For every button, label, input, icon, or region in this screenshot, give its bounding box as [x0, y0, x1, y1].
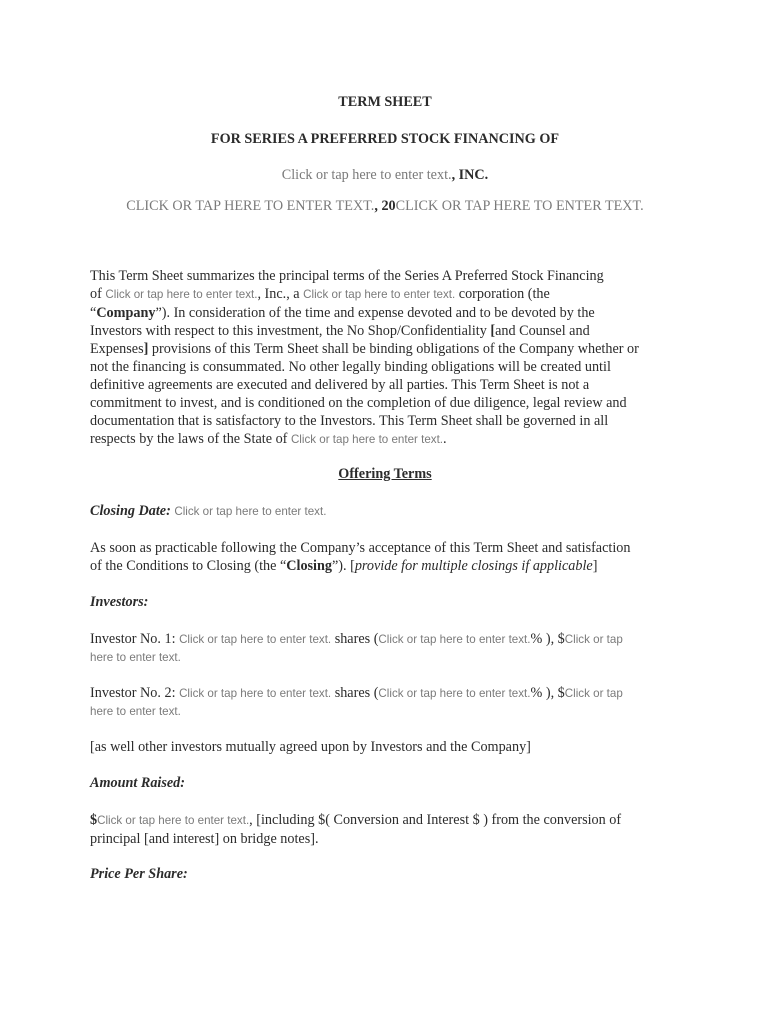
intro-line: commitment to invest, and is conditioned on the completion of due diligence, legal review and	[90, 395, 627, 411]
date-line	[0, 198, 770, 215]
company-name-field[interactable]: Click or tap here to enter text.	[281, 167, 452, 183]
intro-line: documentation that is satisfactory to the Investors. This Term Sheet shall be governed in all	[90, 413, 609, 429]
doc-title: TERM SHEET	[338, 94, 432, 110]
company-term: Company	[96, 305, 156, 321]
amount-raised-field[interactable]: Click or tap here to enter text.	[97, 814, 250, 827]
investor-1-amount-field-cont[interactable]: here to enter text.	[90, 651, 181, 664]
investor-2-amount-field[interactable]: Click or tap	[564, 687, 623, 700]
investor-1-percent-field[interactable]: Click or tap here to enter text.	[378, 633, 531, 646]
investor-2-amount-field-cont[interactable]: here to enter text.	[90, 705, 181, 718]
intro-line: definitive agreements are executed and delivered by all parties. This Term Sheet is not a	[90, 377, 590, 393]
intro-line: respects by the laws of the State of Click or tap here to enter text..	[90, 431, 447, 447]
date-separator: , 20	[374, 198, 396, 214]
intro-paragraph	[90, 267, 700, 449]
price-per-share-label: Price Per Share:	[90, 866, 188, 882]
amount-raised-paragraph: $Click or tap here to enter text., [including $( Conversion and Interest $ ) from the conversion of principal [and interest] on bridge notes].	[90, 812, 622, 847]
investor-1-row: Investor No. 1: Click or tap here to enter text. shares (Click or tap here to enter text.% ), $Click or tap here to enter text.	[90, 630, 690, 667]
company-field[interactable]: Click or tap here to enter text.	[105, 288, 258, 301]
investor-1-amount-field[interactable]: Click or tap	[564, 633, 623, 646]
date-field-1[interactable]: CLICK OR TAP HERE TO ENTER TEXT.	[126, 198, 375, 214]
intro-line: Investors with respect to this investment, the No Shop/Confidentiality [and Counsel and	[90, 323, 590, 339]
intro-line: of Click or tap here to enter text., Inc., a Click or tap here to enter text. corporation (the	[90, 286, 550, 302]
investor-2-shares-field[interactable]: Click or tap here to enter text.	[179, 687, 332, 700]
governing-state-field[interactable]: Click or tap here to enter text.	[290, 433, 444, 446]
doc-subtitle: FOR SERIES A PREFERRED STOCK FINANCING OF	[210, 131, 560, 147]
closing-date-row	[90, 502, 690, 521]
state-of-incorporation-field[interactable]: Click or tap here to enter text.	[303, 288, 456, 301]
company-suffix: , INC.	[451, 167, 489, 183]
investor-2-percent-field[interactable]: Click or tap here to enter text.	[378, 687, 531, 700]
other-investors-note: [as well other investors mutually agreed upon by Investors and the Company]	[90, 739, 531, 755]
date-field-2[interactable]: CLICK OR TAP HERE TO ENTER TEXT.	[395, 198, 644, 214]
company-line	[0, 167, 770, 184]
closing-date-field[interactable]: Click or tap here to enter text.	[174, 505, 327, 518]
closing-date-label: Closing Date:	[90, 503, 171, 519]
closing-term: Closing	[286, 558, 332, 574]
intro-line: This Term Sheet summarizes the principal terms of the Series A Preferred Stock Financing	[90, 268, 604, 284]
investors-label: Investors:	[90, 594, 149, 610]
investor-2-row: Investor No. 2: Click or tap here to enter text. shares (Click or tap here to enter text.% ), $Click or tap here to enter text.	[90, 684, 690, 721]
intro-line: not the financing is consummated. No other legally binding obligations will be created until	[90, 359, 611, 375]
offering-terms-heading: Offering Terms	[338, 466, 432, 482]
investor-1-shares-field[interactable]: Click or tap here to enter text.	[179, 633, 332, 646]
amount-raised-label: Amount Raised:	[90, 775, 185, 791]
intro-line: Expenses] provisions of this Term Sheet shall be binding obligations of the Company whether or	[90, 341, 639, 357]
intro-line: “Company”). In consideration of the time and expense devoted and to be devoted by the	[90, 305, 595, 321]
closing-paragraph: As soon as practicable following the Company’s acceptance of this Term Sheet and satisfaction of the Conditions to Closing (the “Closing”). [provide for multiple closings if applicable]	[90, 540, 631, 574]
